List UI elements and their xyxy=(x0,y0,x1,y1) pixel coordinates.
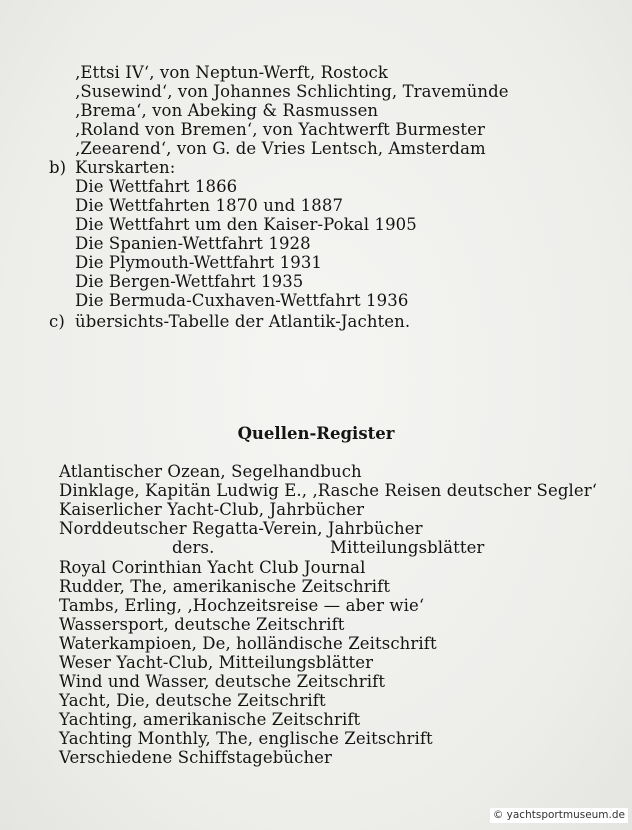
register-entry: Waterkampioen, De, holländische Zeitschrift xyxy=(59,634,437,653)
register-entry-ditto: ders. xyxy=(172,538,215,557)
chart-list-item: Die Wettfahrten 1870 und 1887 xyxy=(75,196,344,215)
section-b-marker: b) xyxy=(49,158,67,177)
register-entry: Dinklage, Kapitän Ludwig E., ‚Rasche Reisen deutscher Segler‘ xyxy=(59,481,598,500)
register-entry: Royal Corinthian Yacht Club Journal xyxy=(59,558,366,577)
chart-list-item: Die Wettfahrt 1866 xyxy=(75,177,238,196)
section-c-marker: c) xyxy=(49,312,65,331)
register-entry: Yacht, Die, deutsche Zeitschrift xyxy=(59,691,326,710)
register-entry: Weser Yacht-Club, Mitteilungsblätter xyxy=(59,653,374,672)
copyright-watermark: © yachtsportmuseum.de xyxy=(490,808,628,823)
register-entry: Yachting Monthly, The, englische Zeitschrift xyxy=(59,729,433,748)
chart-list-item: Die Spanien-Wettfahrt 1928 xyxy=(75,234,311,253)
section-c-heading xyxy=(49,312,410,331)
register-entry: Atlantischer Ozean, Segelhandbuch xyxy=(59,462,362,481)
register-entry: Tambs, Erling, ‚Hochzeitsreise — aber wie‘ xyxy=(59,596,425,615)
register-entry: Rudder, The, amerikanische Zeitschrift xyxy=(59,577,391,596)
yacht-list-item: ‚Susewind‘, von Johannes Schlichting, Travemünde xyxy=(75,82,509,101)
register-entry: Kaiserlicher Yacht-Club, Jahrbücher xyxy=(59,500,365,519)
yacht-list-item: ‚Roland von Bremen‘, von Yachtwerft Burmester xyxy=(75,120,485,139)
register-entry: Norddeutscher Regatta-Verein, Jahrbücher xyxy=(59,519,423,538)
yacht-list-item: ‚Brema‘, von Abeking & Rasmussen xyxy=(75,101,379,120)
register-entry: Wassersport, deutsche Zeitschrift xyxy=(59,615,345,634)
section-b-heading xyxy=(49,158,175,177)
chart-list-item: Die Bergen-Wettfahrt 1935 xyxy=(75,272,304,291)
yacht-list-item: ‚Zeearend‘, von G. de Vries Lentsch, Amsterdam xyxy=(75,139,486,158)
register-title: Quellen-Register xyxy=(237,424,395,443)
chart-list-item: Die Bermuda-Cuxhaven-Wettfahrt 1936 xyxy=(75,291,409,310)
register-entry-ditto-continuation: Mitteilungsblätter xyxy=(330,538,485,557)
register-entry: Wind und Wasser, deutsche Zeitschrift xyxy=(59,672,386,691)
register-entry: Verschiedene Schiffstagebücher xyxy=(59,748,333,767)
section-c-title: übersichts-Tabelle der Atlantik-Jachten. xyxy=(75,312,411,331)
chart-list-item: Die Wettfahrt um den Kaiser-Pokal 1905 xyxy=(75,215,417,234)
yacht-list-item: ‚Ettsi IV‘, von Neptun-Werft, Rostock xyxy=(75,63,388,82)
section-b-title: Kurskarten: xyxy=(75,158,176,177)
chart-list-item: Die Plymouth-Wettfahrt 1931 xyxy=(75,253,323,272)
register-entry: Yachting, amerikanische Zeitschrift xyxy=(59,710,361,729)
